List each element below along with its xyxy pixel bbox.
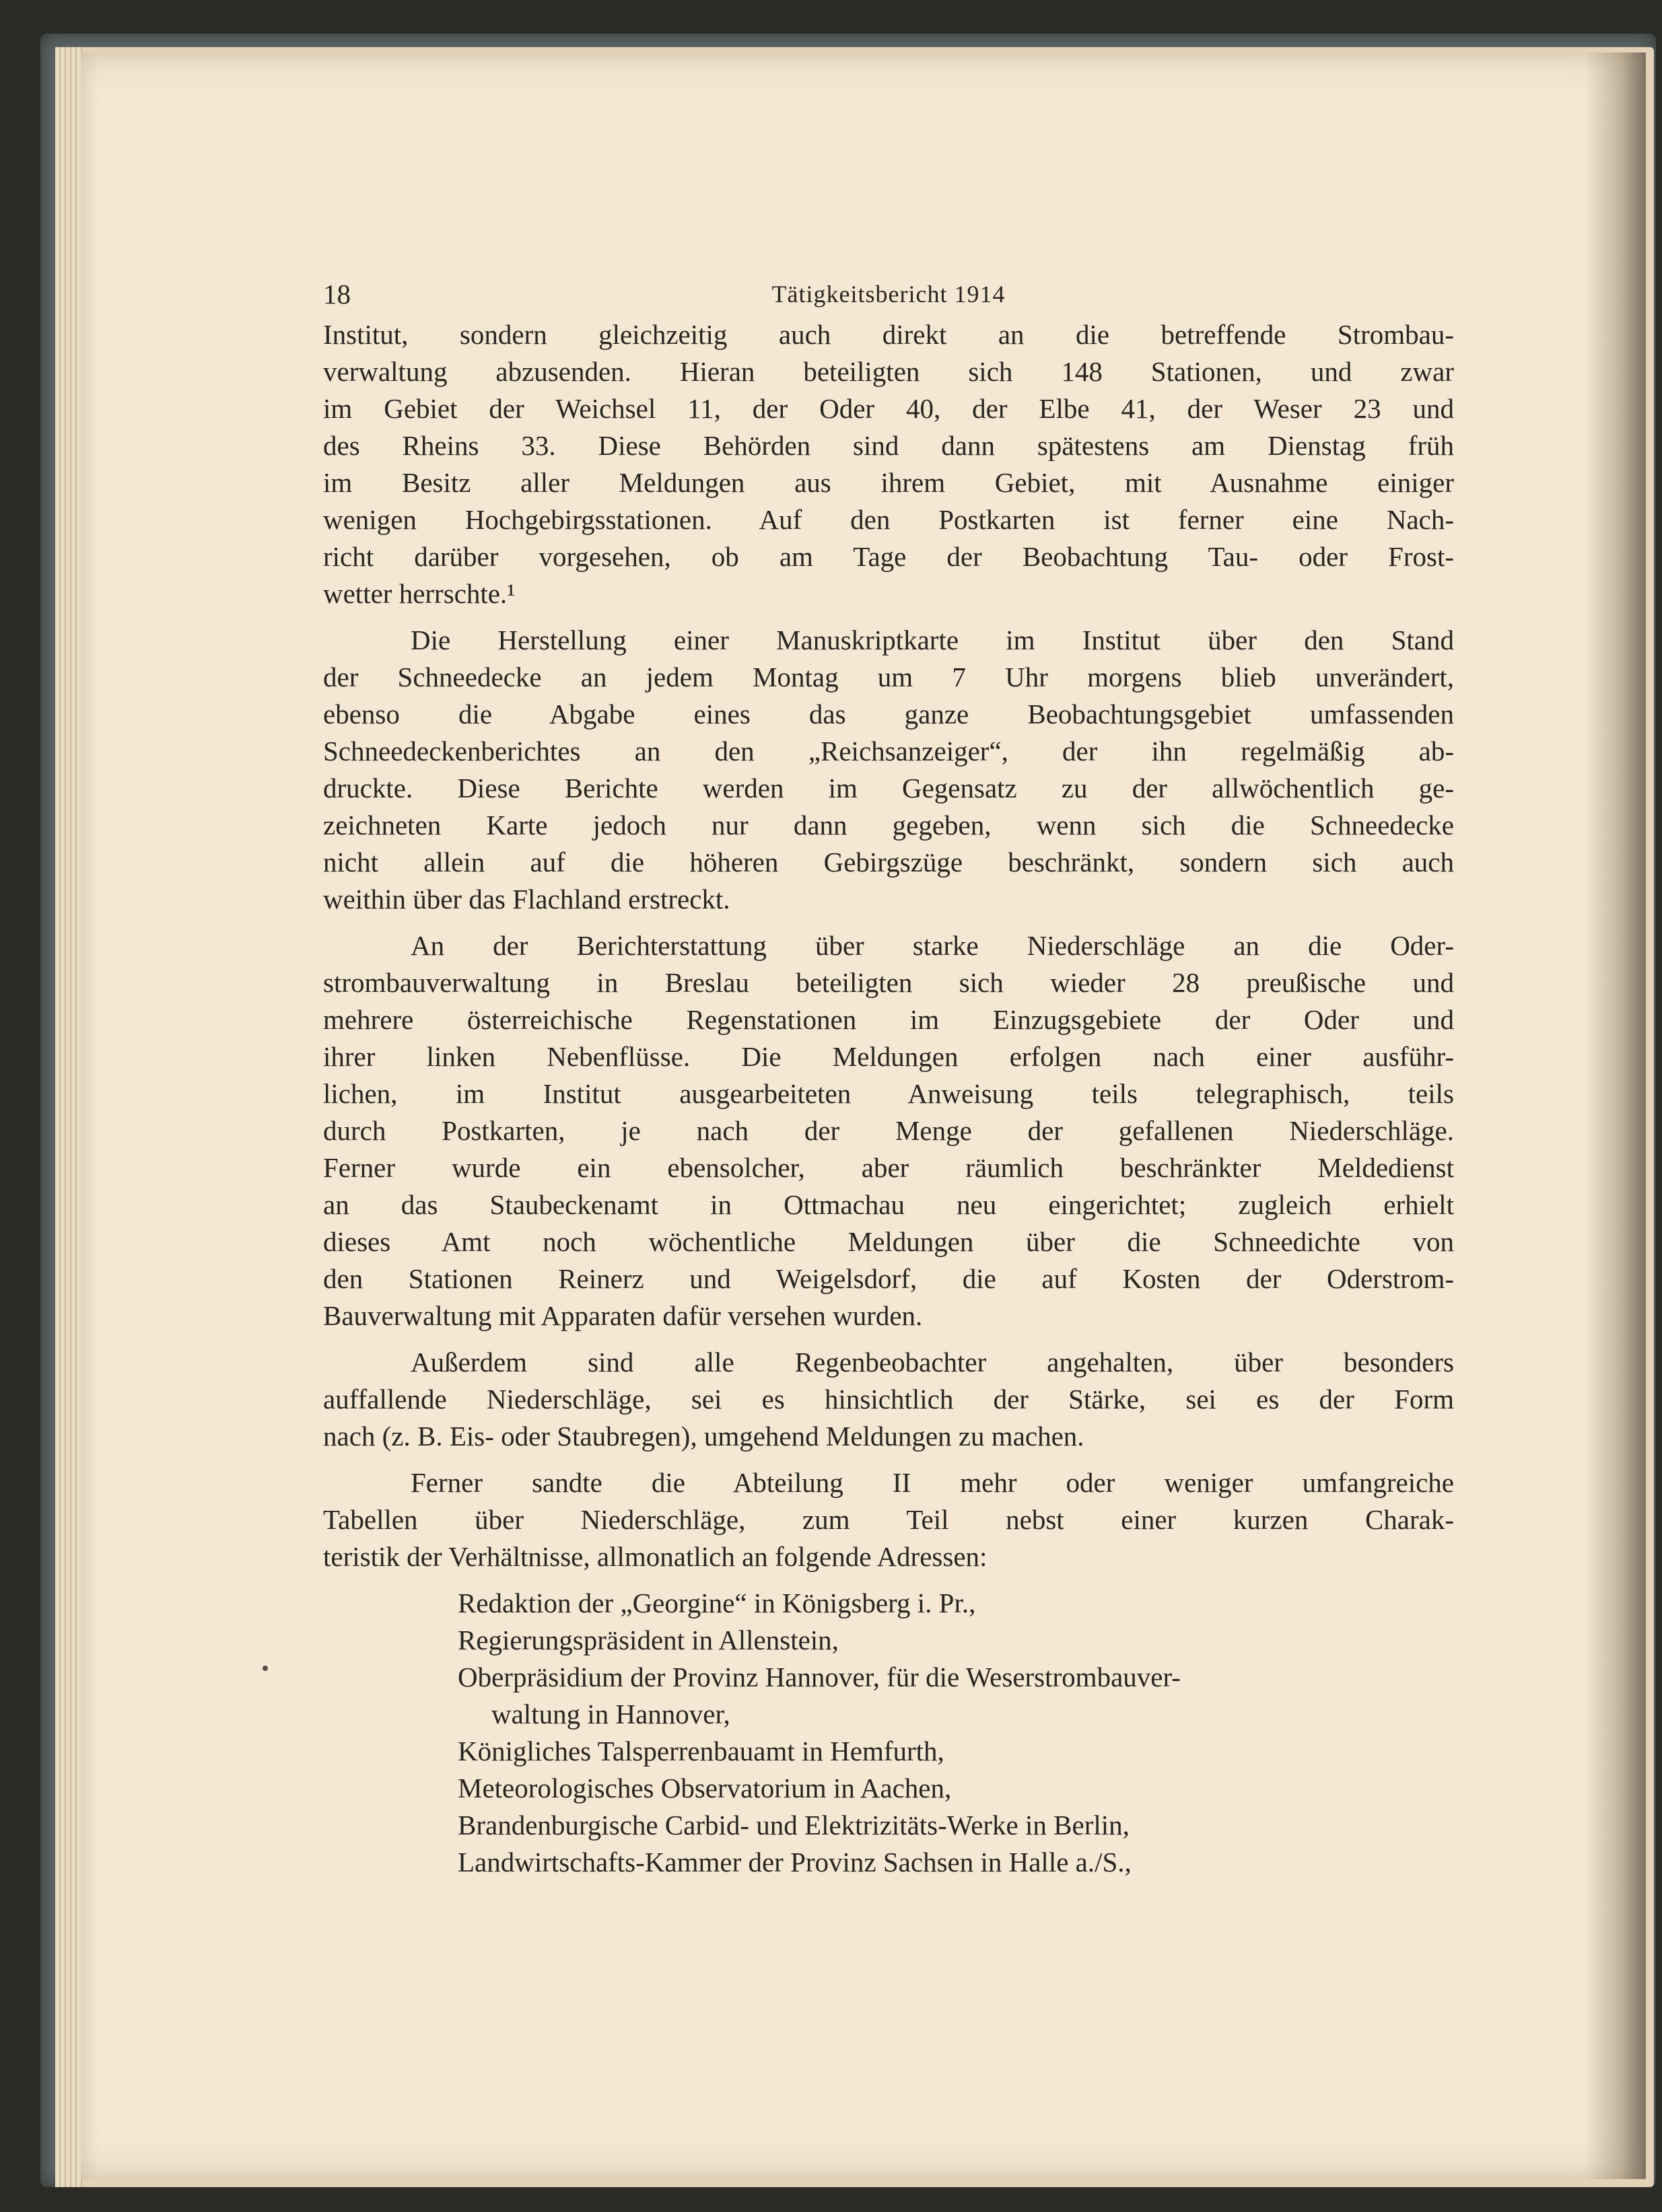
running-head (323, 269, 1454, 316)
address-item-line: Oberpräsidium der Provinz Hannover, für die Weserstrombauver- (458, 1662, 1181, 1692)
address-item: Meteorologisches Observatorium in Aachen, (458, 1773, 952, 1804)
text-line: Institut, sondern gleichzeitig auch direkt an die betreffende Strombau- (323, 319, 1454, 350)
address-item: Redaktion der „Georgine“ in Königsberg i. Pr., (458, 1587, 976, 1618)
text-line: teristik der Verhältnisse, allmonatlich an folgende Adressen: (323, 1541, 988, 1572)
text-line: nach (z. B. Eis- oder Staubregen), umgehend Meldungen zu machen. (323, 1421, 1084, 1452)
paragraph-2 (323, 622, 1454, 918)
text-line: weithin über das Flachland erstreckt. (323, 884, 730, 915)
text-block (323, 269, 1454, 1881)
address-item: Königliches Talsperrenbauamt in Hemfurth, (458, 1736, 944, 1767)
text-line: richt darüber vorgesehen, ob am Tage der Beobachtung Tau- oder Frost- (323, 541, 1454, 572)
paragraph-3 (323, 927, 1454, 1334)
address-item: Regierungspräsident in Allenstein, (458, 1625, 839, 1655)
address-item-continuation: waltung in Hannover, (491, 1699, 730, 1729)
text-line: Ferner sandte die Abteilung II mehr oder weniger umfangreiche (411, 1467, 1454, 1498)
text-line: ebenso die Abgabe eines das ganze Beobachtungsgebiet umfassenden (323, 699, 1454, 729)
text-line: wenigen Hochgebirgsstationen. Auf den Postkarten ist ferner eine Nach- (323, 504, 1454, 535)
text-line: Ferner wurde ein ebensolcher, aber räumlich beschränkter Meldedienst (323, 1152, 1454, 1183)
text-line: Tabellen über Niederschläge, zum Teil nebst einer kurzen Charak- (323, 1504, 1454, 1535)
address-item (458, 1659, 1454, 1733)
text-line: Schneedeckenberichtes an den „Reichsanzeiger“, der ihn regelmäßig ab- (323, 736, 1454, 766)
text-line: verwaltung abzusenden. Hieran beteiligten sich 148 Stationen, und zwar (323, 356, 1454, 387)
text-line: der Schneedecke an jedem Montag um 7 Uhr morgens blieb unverändert, (323, 662, 1454, 692)
text-line: druckte. Diese Berichte werden im Gegensatz zu der allwöchentlich ge- (323, 773, 1454, 804)
text-line: wetter herrschte.¹ (323, 578, 516, 609)
page-number: 18 (323, 279, 351, 310)
text-line: ihrer linken Nebenflüsse. Die Meldungen erfolgen nach einer ausführ- (323, 1041, 1454, 1072)
text-line: im Gebiet der Weichsel 11, der Oder 40, der Elbe 41, der Weser 23 und (323, 393, 1454, 424)
text-line: den Stationen Reinerz und Weigelsdorf, die auf Kosten der Oderstrom- (323, 1263, 1454, 1294)
page-gutter-shadow (1585, 52, 1646, 2179)
text-line: mehrere österreichische Regenstationen im Einzugsgebiete der Oder und (323, 1004, 1454, 1035)
text-line: Die Herstellung einer Manuskriptkarte im Institut über den Stand (411, 625, 1454, 655)
text-line: im Besitz aller Meldungen aus ihrem Gebiet, mit Ausnahme einiger (323, 467, 1454, 498)
address-item: Brandenburgische Carbid- und Elektrizitäts-Werke in Berlin, (458, 1810, 1130, 1841)
address-item: Landwirtschafts-Kammer der Provinz Sachsen in Halle a./S., (458, 1847, 1132, 1878)
running-title: Tätigkeitsbericht 1914 (771, 281, 1006, 308)
paragraph-4 (323, 1344, 1454, 1455)
text-line: strombauverwaltung in Breslau beteiligten sich wieder 28 preußische und (323, 967, 1454, 998)
text-line: durch Postkarten, je nach der Menge der gefallenen Niederschläge. (323, 1115, 1454, 1146)
text-line: des Rheins 33. Diese Behörden sind dann spätestens am Dienstag früh (323, 430, 1454, 461)
text-line: zeichneten Karte jedoch nur dann gegeben, wenn sich die Schneedecke (323, 810, 1454, 841)
page-edges (55, 47, 82, 2187)
text-line: Bauverwaltung mit Apparaten dafür versehen wurden. (323, 1300, 923, 1331)
text-line: an das Staubeckenamt in Ottmachau neu eingerichtet; zugleich erhielt (323, 1189, 1454, 1220)
address-list (458, 1585, 1454, 1881)
text-line: An der Berichterstattung über starke Niederschläge an die Oder- (411, 930, 1454, 961)
text-line: Außerdem sind alle Regenbeobachter angehalten, über besonders (411, 1347, 1454, 1378)
paragraph-1 (323, 316, 1454, 612)
text-line: nicht allein auf die höheren Gebirgszüge beschränkt, sondern sich auch (323, 847, 1454, 878)
text-line: lichen, im Institut ausgearbeiteten Anweisung teils telegraphisch, teils (323, 1078, 1454, 1109)
text-line: dieses Amt noch wöchentliche Meldungen über die Schneedichte von (323, 1226, 1454, 1257)
paragraph-5 (323, 1464, 1454, 1575)
ink-speck (263, 1666, 268, 1671)
text-line: auffallende Niederschläge, sei es hinsichtlich der Stärke, sei es der Form (323, 1384, 1454, 1415)
